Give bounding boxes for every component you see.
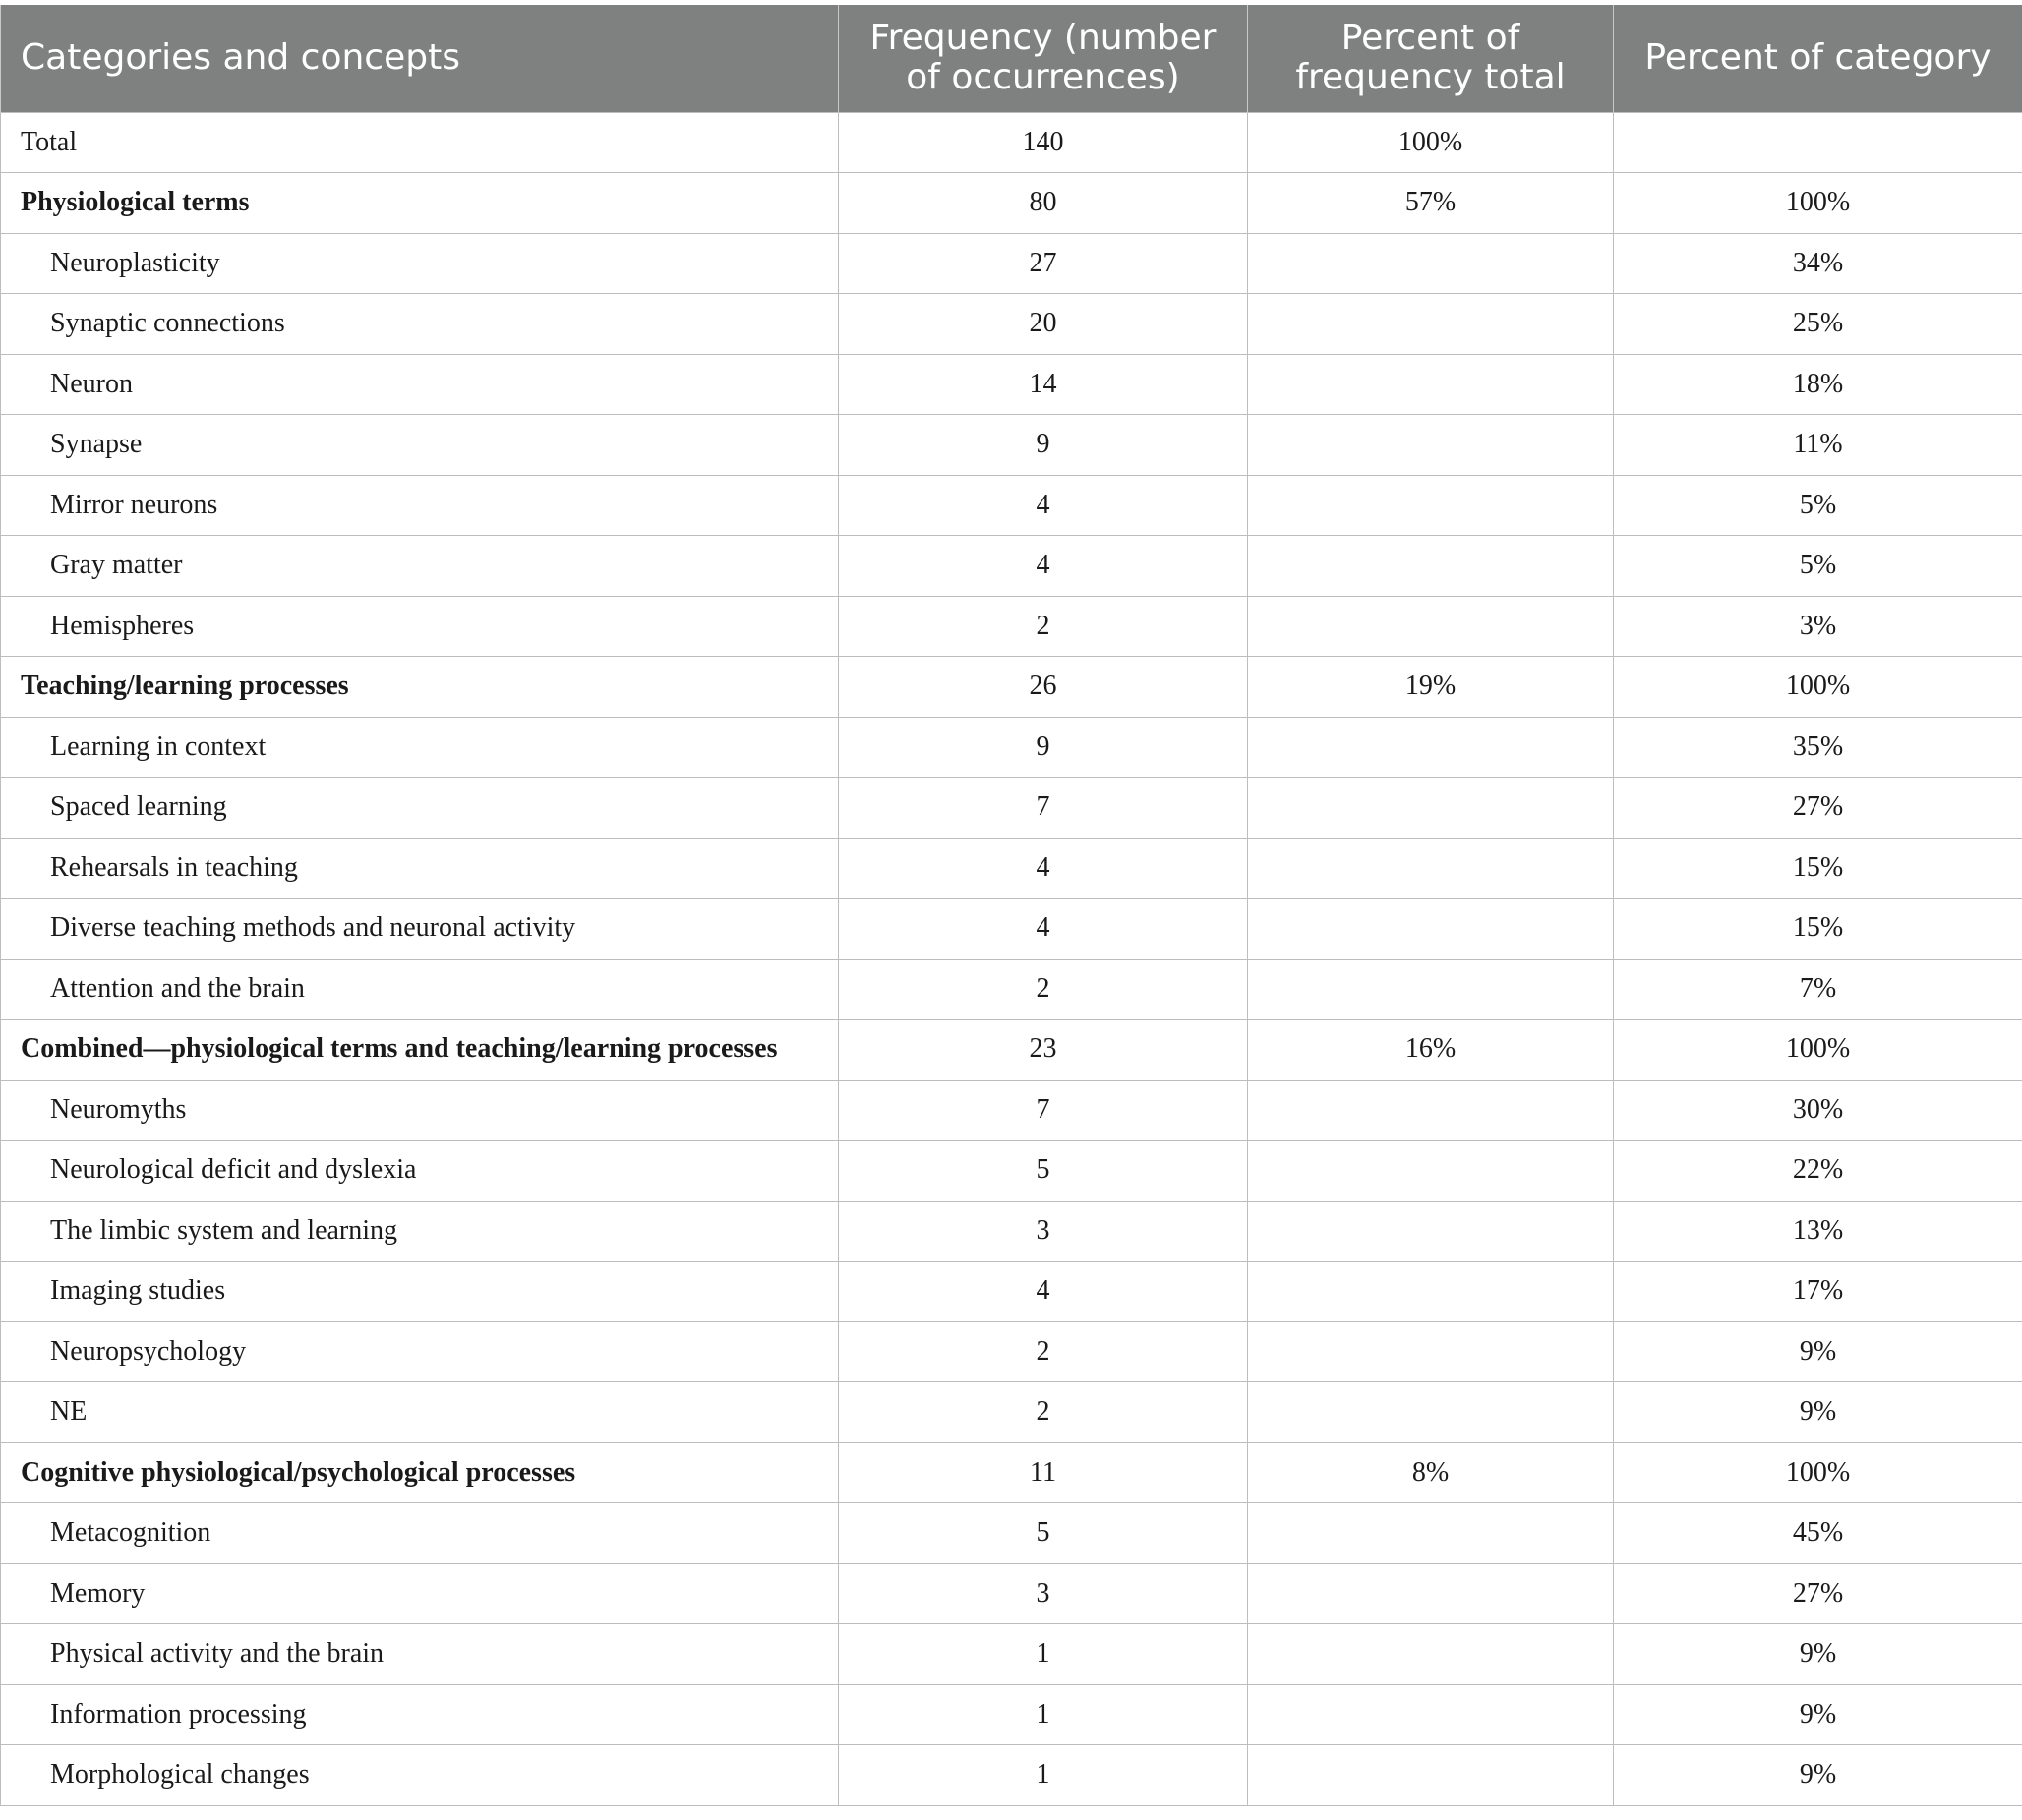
- cell-percent-total: [1248, 1141, 1614, 1202]
- concept-row: [1, 415, 2022, 476]
- cell-percent-total: [1248, 1382, 1614, 1443]
- total-row: [1, 112, 2022, 173]
- cell-percent-category: 25%: [1614, 294, 2022, 355]
- cell-label: Hemispheres: [1, 596, 839, 657]
- table-body: [1, 112, 2022, 1805]
- cell-frequency: 5: [839, 1141, 1248, 1202]
- cell-percent-total: [1248, 1624, 1614, 1685]
- header-percent-total: Percent of frequency total: [1248, 5, 1614, 112]
- concept-row: [1, 1624, 2022, 1685]
- cell-percent-total: [1248, 294, 1614, 355]
- cell-label: Physical activity and the brain: [1, 1624, 839, 1685]
- cell-percent-total: [1248, 959, 1614, 1020]
- table-header: [1, 5, 2022, 112]
- cell-label: Rehearsals in teaching: [1, 838, 839, 899]
- cell-percent-category: 27%: [1614, 778, 2022, 839]
- cell-percent-category: 5%: [1614, 475, 2022, 536]
- cell-frequency: 2: [839, 1382, 1248, 1443]
- cell-label: Morphological changes: [1, 1745, 839, 1806]
- cell-frequency: 14: [839, 354, 1248, 415]
- cell-percent-total: [1248, 536, 1614, 597]
- header-percent-category: Percent of category: [1614, 5, 2022, 112]
- cell-percent-category: 34%: [1614, 233, 2022, 294]
- cell-frequency: 3: [839, 1201, 1248, 1262]
- cell-frequency: 2: [839, 959, 1248, 1020]
- cell-frequency: 11: [839, 1442, 1248, 1503]
- cell-percent-category: 27%: [1614, 1563, 2022, 1624]
- cell-percent-category: 35%: [1614, 717, 2022, 778]
- cell-percent-total: [1248, 475, 1614, 536]
- cell-frequency: 4: [839, 838, 1248, 899]
- cell-frequency: 5: [839, 1503, 1248, 1564]
- cell-percent-total: 57%: [1248, 173, 1614, 234]
- frequency-table: [0, 5, 2022, 1806]
- cell-percent-category: 15%: [1614, 838, 2022, 899]
- cell-label: Metacognition: [1, 1503, 839, 1564]
- header-categories: Categories and concepts: [1, 5, 839, 112]
- concept-row: [1, 959, 2022, 1020]
- category-row: [1, 1442, 2022, 1503]
- header-frequency: Frequency (number of occurrences): [839, 5, 1248, 112]
- cell-label: Diverse teaching methods and neuronal activity: [1, 899, 839, 960]
- cell-frequency: 4: [839, 1262, 1248, 1322]
- category-row: [1, 657, 2022, 718]
- concept-row: [1, 838, 2022, 899]
- cell-frequency: 3: [839, 1563, 1248, 1624]
- cell-percent-total: [1248, 415, 1614, 476]
- cell-label: Gray matter: [1, 536, 839, 597]
- cell-percent-category: 5%: [1614, 536, 2022, 597]
- concept-row: [1, 1321, 2022, 1382]
- cell-percent-total: [1248, 233, 1614, 294]
- cell-percent-total: [1248, 1745, 1614, 1806]
- cell-percent-total: [1248, 1080, 1614, 1141]
- concept-row: [1, 1141, 2022, 1202]
- cell-label: Spaced learning: [1, 778, 839, 839]
- cell-frequency: 9: [839, 717, 1248, 778]
- cell-percent-total: [1248, 1201, 1614, 1262]
- cell-percent-category: 100%: [1614, 1020, 2022, 1081]
- cell-percent-total: [1248, 838, 1614, 899]
- cell-percent-total: [1248, 354, 1614, 415]
- cell-percent-total: [1248, 778, 1614, 839]
- cell-label: Mirror neurons: [1, 475, 839, 536]
- concept-row: [1, 1563, 2022, 1624]
- cell-percent-category: 9%: [1614, 1382, 2022, 1443]
- category-row: [1, 1020, 2022, 1081]
- concept-row: [1, 1382, 2022, 1443]
- concept-row: [1, 596, 2022, 657]
- cell-percent-category: 3%: [1614, 596, 2022, 657]
- cell-label: Learning in context: [1, 717, 839, 778]
- cell-frequency: 1: [839, 1684, 1248, 1745]
- cell-label: Neuron: [1, 354, 839, 415]
- cell-label: Imaging studies: [1, 1262, 839, 1322]
- cell-frequency: 80: [839, 173, 1248, 234]
- cell-label: Synaptic connections: [1, 294, 839, 355]
- cell-percent-total: 8%: [1248, 1442, 1614, 1503]
- cell-percent-category: 11%: [1614, 415, 2022, 476]
- cell-frequency: 2: [839, 1321, 1248, 1382]
- concept-row: [1, 717, 2022, 778]
- cell-percent-category: 17%: [1614, 1262, 2022, 1322]
- concept-row: [1, 899, 2022, 960]
- category-row: [1, 173, 2022, 234]
- concept-row: [1, 1262, 2022, 1322]
- cell-percent-category: 13%: [1614, 1201, 2022, 1262]
- cell-percent-total: 19%: [1248, 657, 1614, 718]
- cell-percent-total: 16%: [1248, 1020, 1614, 1081]
- cell-frequency: 26: [839, 657, 1248, 718]
- header-row: [1, 5, 2022, 112]
- cell-label: NE: [1, 1382, 839, 1443]
- cell-percent-category: 7%: [1614, 959, 2022, 1020]
- cell-label: Memory: [1, 1563, 839, 1624]
- concept-row: [1, 1684, 2022, 1745]
- concept-row: [1, 1745, 2022, 1806]
- concept-row: [1, 1080, 2022, 1141]
- cell-frequency: 4: [839, 536, 1248, 597]
- cell-percent-total: [1248, 717, 1614, 778]
- cell-label: Physiological terms: [1, 173, 839, 234]
- cell-frequency: 7: [839, 1080, 1248, 1141]
- cell-percent-total: [1248, 1321, 1614, 1382]
- cell-percent-category: 100%: [1614, 1442, 2022, 1503]
- cell-percent-category: 9%: [1614, 1624, 2022, 1685]
- cell-percent-category: 9%: [1614, 1684, 2022, 1745]
- concept-row: [1, 1503, 2022, 1564]
- cell-label: Neuromyths: [1, 1080, 839, 1141]
- cell-label: Synapse: [1, 415, 839, 476]
- cell-label: Neurological deficit and dyslexia: [1, 1141, 839, 1202]
- cell-label: Information processing: [1, 1684, 839, 1745]
- concept-row: [1, 536, 2022, 597]
- cell-percent-total: [1248, 596, 1614, 657]
- cell-percent-category: 45%: [1614, 1503, 2022, 1564]
- cell-frequency: 4: [839, 475, 1248, 536]
- cell-percent-total: [1248, 1262, 1614, 1322]
- cell-label: Total: [1, 112, 839, 173]
- cell-percent-category: 9%: [1614, 1321, 2022, 1382]
- cell-percent-category: 15%: [1614, 899, 2022, 960]
- cell-frequency: 20: [839, 294, 1248, 355]
- cell-frequency: 27: [839, 233, 1248, 294]
- cell-label: Cognitive physiological/psychological processes: [1, 1442, 839, 1503]
- cell-percent-total: [1248, 1503, 1614, 1564]
- cell-label: Combined—physiological terms and teaching/learning processes: [1, 1020, 839, 1081]
- cell-frequency: 1: [839, 1624, 1248, 1685]
- cell-frequency: 2: [839, 596, 1248, 657]
- cell-frequency: 140: [839, 112, 1248, 173]
- cell-percent-category: 18%: [1614, 354, 2022, 415]
- cell-frequency: 7: [839, 778, 1248, 839]
- cell-percent-category: 100%: [1614, 657, 2022, 718]
- concept-row: [1, 475, 2022, 536]
- cell-label: Neuropsychology: [1, 1321, 839, 1382]
- cell-percent-category: 30%: [1614, 1080, 2022, 1141]
- cell-frequency: 23: [839, 1020, 1248, 1081]
- cell-percent-category: 9%: [1614, 1745, 2022, 1806]
- concept-row: [1, 778, 2022, 839]
- cell-label: The limbic system and learning: [1, 1201, 839, 1262]
- concept-row: [1, 294, 2022, 355]
- cell-percent-total: 100%: [1248, 112, 1614, 173]
- cell-frequency: 9: [839, 415, 1248, 476]
- concept-row: [1, 354, 2022, 415]
- cell-percent-category: 22%: [1614, 1141, 2022, 1202]
- cell-label: Teaching/learning processes: [1, 657, 839, 718]
- cell-percent-total: [1248, 1563, 1614, 1624]
- concept-row: [1, 1201, 2022, 1262]
- cell-percent-category: [1614, 112, 2022, 173]
- cell-label: Attention and the brain: [1, 959, 839, 1020]
- cell-percent-total: [1248, 899, 1614, 960]
- cell-percent-category: 100%: [1614, 173, 2022, 234]
- cell-frequency: 1: [839, 1745, 1248, 1806]
- cell-label: Neuroplasticity: [1, 233, 839, 294]
- concept-row: [1, 233, 2022, 294]
- cell-percent-total: [1248, 1684, 1614, 1745]
- cell-frequency: 4: [839, 899, 1248, 960]
